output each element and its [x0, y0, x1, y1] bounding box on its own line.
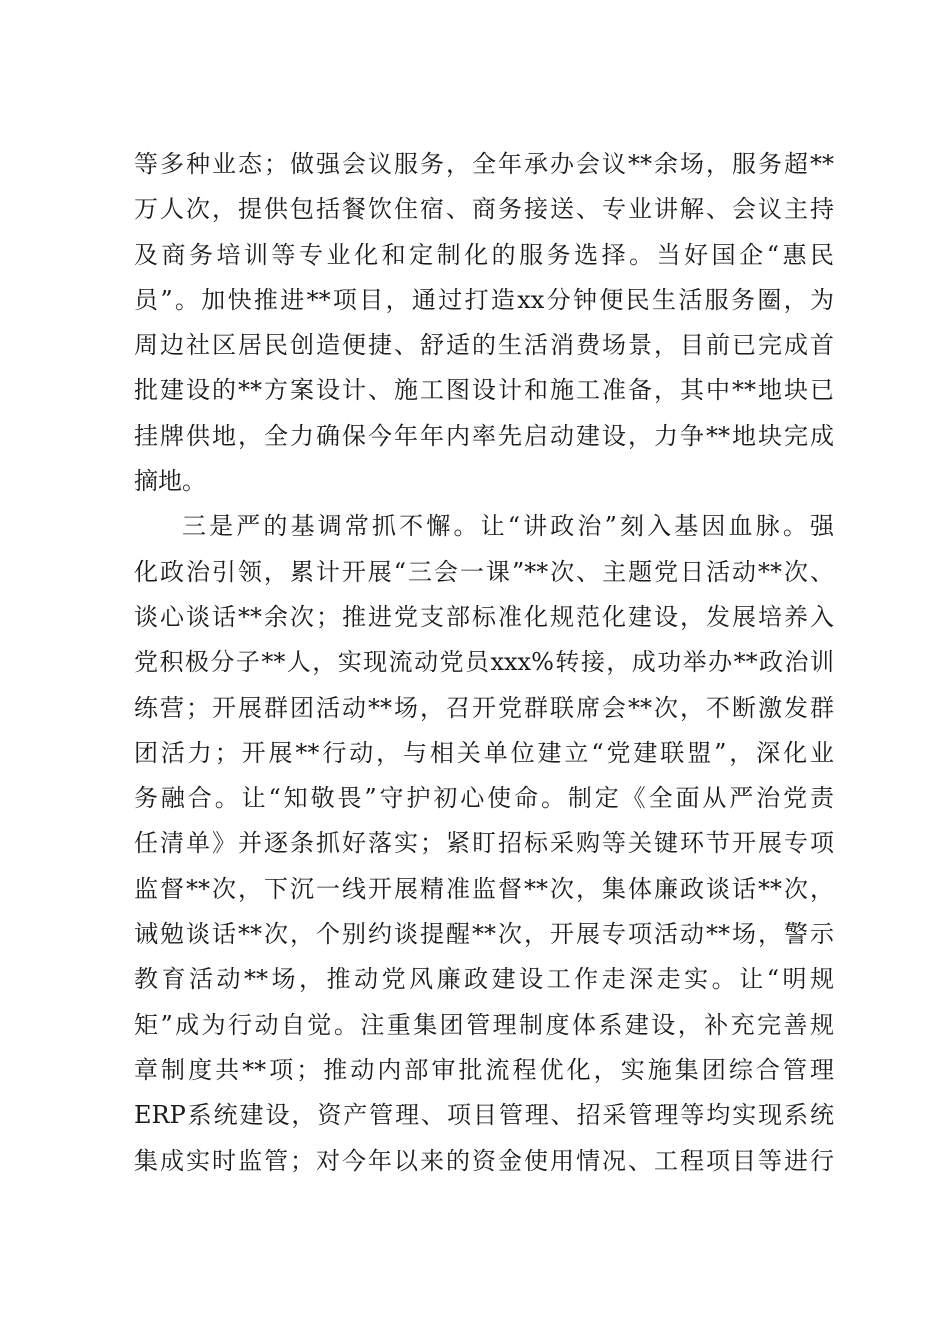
document-body — [134, 142, 834, 1184]
paragraph-line: 化政治引领，累计开展“三会一课”**次、主题党日活动**次、 — [134, 557, 834, 586]
paragraph-1 — [134, 142, 834, 504]
paragraph-line: 矩”成为行动自觉。注重集团管理制度体系建设，补充完善规 — [134, 1010, 834, 1039]
paragraph-line: 练营；开展群团活动**场，召开党群联席会**次，不断激发群 — [134, 693, 834, 722]
paragraph-line: 周边社区居民创造便捷、舒适的生活消费场景，目前已完成首 — [134, 331, 834, 360]
paragraph-line: 教育活动**场，推动党风廉政建设工作走深走实。让“明规 — [134, 965, 834, 994]
paragraph-line: 三是严的基调常抓不懈。让“讲政治”刻入基因血脉。强 — [182, 512, 834, 541]
paragraph-line: 及商务培训等专业化和定制化的服务选择。当好国企“惠民 — [134, 240, 834, 269]
paragraph-line: 章制度共**项；推动内部审批流程优化，实施集团综合管理 — [134, 1055, 834, 1084]
paragraph-line: 摘地。 — [134, 467, 206, 496]
paragraph-line: 党积极分子**人，实现流动党员xxx%转接，成功举办**政治训 — [134, 648, 834, 677]
paragraph-line: ERP系统建设，资产管理、项目管理、招采管理等均实现系统 — [134, 1101, 834, 1130]
paragraph-line: 团活力；开展**行动，与相关单位建立“党建联盟”，深化业 — [134, 738, 834, 767]
paragraph-line: 万人次，提供包括餐饮住宿、商务接送、专业讲解、会议主持 — [134, 195, 834, 224]
paragraph-line: 监督**次，下沉一线开展精准监督**次，集体廉政谈话**次， — [134, 874, 834, 903]
paragraph-line: 员”。加快推进**项目，通过打造xx分钟便民生活服务圈，为 — [134, 285, 834, 314]
paragraph-line: 诫勉谈话**次，个别约谈提醒**次，开展专项活动**场，警示 — [134, 920, 834, 949]
paragraph-line: 任清单》并逐条抓好落实；紧盯招标采购等关键环节开展专项 — [134, 829, 834, 858]
paragraph-line: 挂牌供地，全力确保今年年内率先启动建设，力争**地块完成 — [134, 421, 834, 450]
paragraph-line: 等多种业态；做强会议服务，全年承办会议**余场，服务超** — [134, 150, 834, 178]
paragraph-line: 集成实时监管；对今年以来的资金使用情况、工程项目等进行 — [134, 1146, 834, 1175]
paragraph-line: 务融合。让“知敬畏”守护初心使命。制定《全面从严治党责 — [134, 784, 834, 813]
paragraph-2 — [134, 504, 834, 1183]
paragraph-line: 批建设的**方案设计、施工图设计和施工准备，其中**地块已 — [134, 376, 834, 405]
paragraph-line: 谈心谈话**余次；推进党支部标准化规范化建设，发展培养入 — [134, 602, 834, 631]
